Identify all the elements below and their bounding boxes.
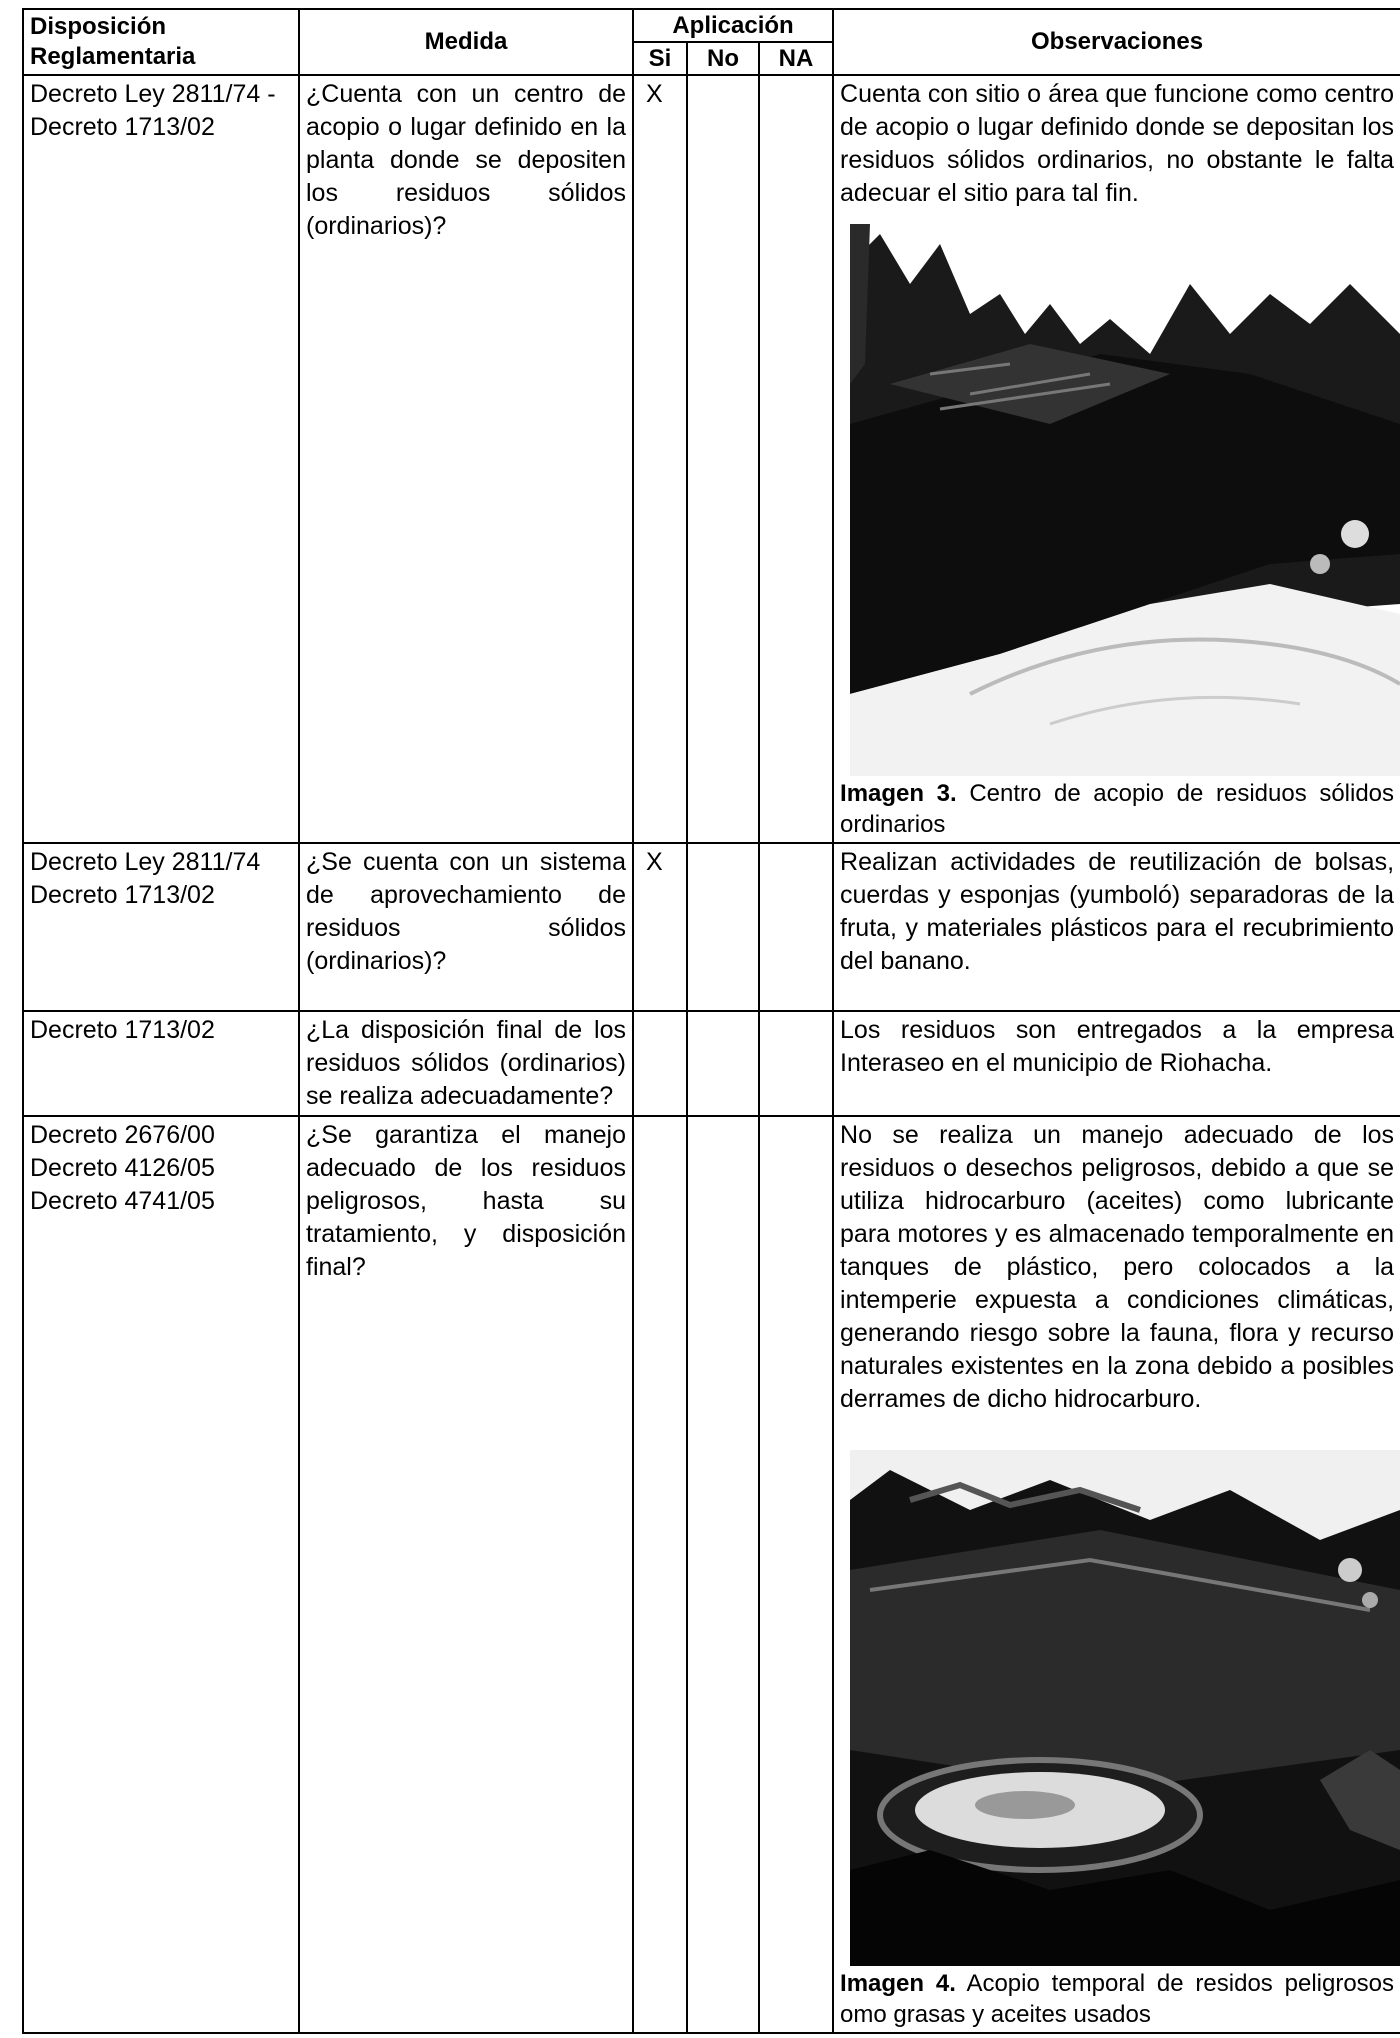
header-observaciones: Observaciones	[833, 9, 1400, 75]
cell-observaciones: Realizan actividades de reutilización de bolsas, cuerdas y esponjas (yumboló) separadoras de la fruta, y materiales plásticos para el recubrimiento del banano.	[833, 843, 1400, 1011]
cell-observaciones	[833, 75, 1400, 843]
cell-si	[633, 1116, 687, 2033]
photo-centro-acopio-image	[850, 224, 1400, 776]
header-row	[23, 9, 1400, 42]
document-page	[22, 8, 1400, 2034]
image-caption	[840, 778, 1394, 840]
cell-medida: ¿Se cuenta con un sistema de aprovechamiento de residuos sólidos (ordinarios)?	[299, 843, 633, 1011]
cell-disposicion: Decreto Ley 2811/74 - Decreto 1713/02	[23, 75, 299, 843]
table-row	[23, 1116, 1400, 2033]
regulation-table	[22, 8, 1400, 2034]
caption-label: Imagen 3.	[840, 780, 957, 807]
table-row	[23, 1011, 1400, 1116]
cell-disposicion	[23, 1116, 299, 2033]
cell-observaciones	[833, 1116, 1400, 2033]
header-medida: Medida	[299, 9, 633, 75]
header-aplicacion: Aplicación	[633, 9, 833, 42]
cell-disposicion: Decreto 1713/02	[23, 1011, 299, 1116]
cell-si: X	[633, 843, 687, 1011]
cell-no	[687, 843, 759, 1011]
cell-no	[687, 1011, 759, 1116]
cell-si	[633, 1011, 687, 1116]
disposicion-line: Decreto 2676/00	[30, 1121, 215, 1149]
cell-disposicion: Decreto Ley 2811/74 Decreto 1713/02	[23, 843, 299, 1011]
header-disposicion: Disposición Reglamentaria	[23, 9, 299, 75]
photo-centro-acopio	[850, 224, 1400, 776]
cell-no	[687, 1116, 759, 2033]
header-no: No	[687, 42, 759, 75]
disposicion-line: Decreto 4126/05	[30, 1154, 215, 1182]
table-row	[23, 75, 1400, 843]
photo-residuos-peligrosos	[850, 1450, 1400, 1966]
cell-na	[759, 1011, 833, 1116]
header-na: NA	[759, 42, 833, 75]
photo-residuos-peligrosos-image	[850, 1450, 1400, 1966]
cell-na	[759, 75, 833, 843]
disposicion-line: Decreto 4741/05	[30, 1187, 215, 1215]
caption-text: Centro de acopio de residuos sólidos ordinarios	[840, 780, 1395, 838]
cell-si: X	[633, 75, 687, 843]
observation-text: No se realiza un manejo adecuado de los residuos o desechos peligrosos, debido a que se utiliza hidrocarburo (aceites) como lubricante para motores y es almacenado temporalmente en tanques de plástico, pero colocados a la intemperie expuesta a condiciones climáticas, generando riesgo sobre la fauna, flora y recurso naturales existentes en la zona debido a posibles derrames de dicho hidrocarburo.	[840, 1121, 1395, 1413]
cell-medida: ¿Se garantiza el manejo adecuado de los residuos peligrosos, hasta su tratamiento, y disposición final?	[299, 1116, 633, 2033]
header-si: Si	[633, 42, 687, 75]
observation-text: Cuenta con sitio o área que funcione como centro de acopio o lugar definido donde se depositan los residuos sólidos ordinarios, no obstante le falta adecuar el sitio para tal fin.	[840, 80, 1395, 207]
cell-medida: ¿Cuenta con un centro de acopio o lugar definido en la planta donde se depositen los residuos sólidos (ordinarios)?	[299, 75, 633, 843]
table-row	[23, 843, 1400, 1011]
caption-label: Imagen 4.	[840, 1970, 956, 1997]
cell-medida: ¿La disposición final de los residuos sólidos (ordinarios) se realiza adecuadamente?	[299, 1011, 633, 1116]
cell-na	[759, 1116, 833, 2033]
caption-text: Acopio temporal de residos peligrosos omo grasas y aceites usados	[840, 1970, 1395, 2028]
cell-no	[687, 75, 759, 843]
cell-na	[759, 843, 833, 1011]
cell-observaciones: Los residuos son entregados a la empresa Interaseo en el municipio de Riohacha.	[833, 1011, 1400, 1116]
image-caption	[840, 1968, 1394, 2030]
